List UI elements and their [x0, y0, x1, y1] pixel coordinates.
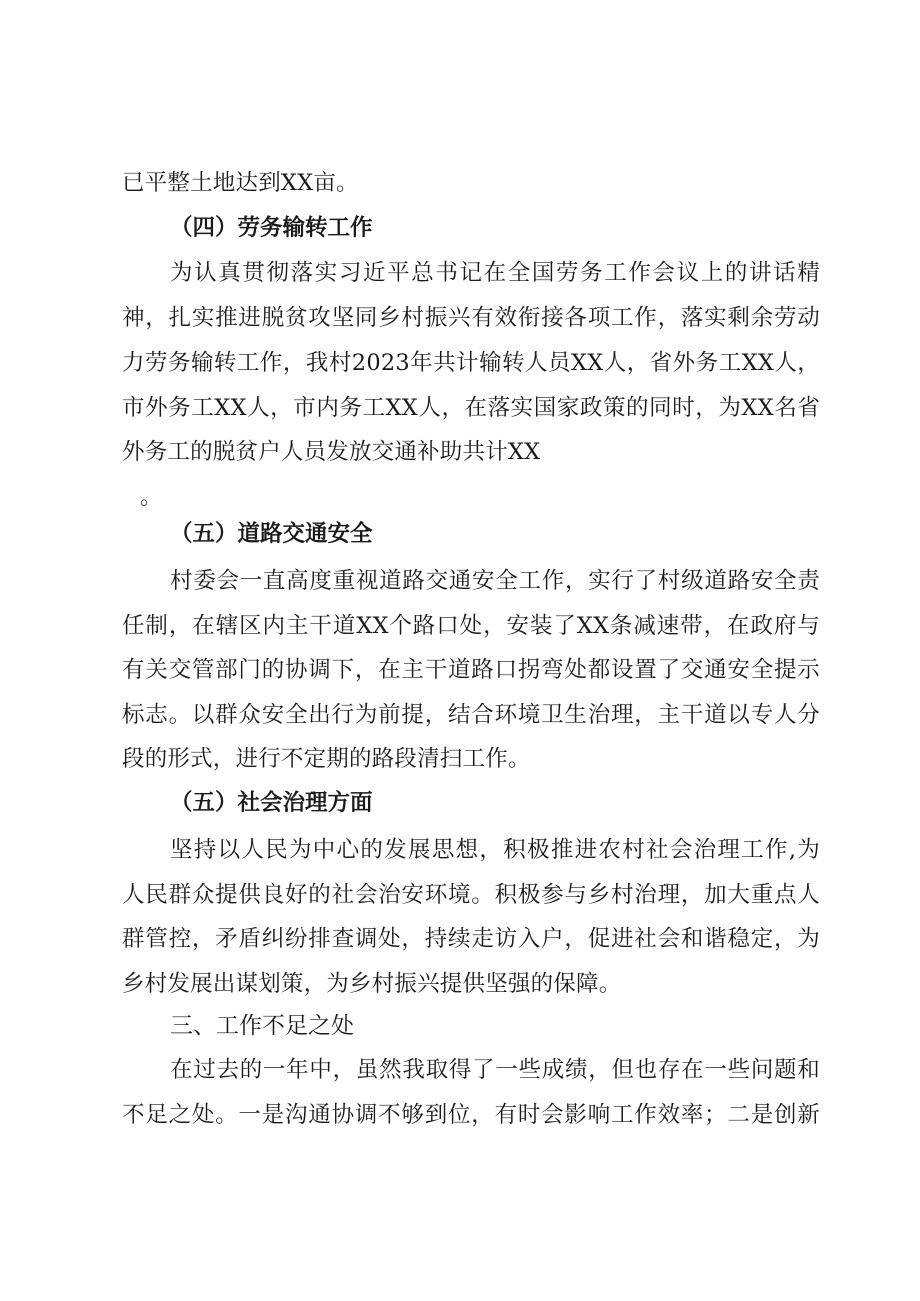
stray-period: 。 [140, 485, 163, 510]
section-4-heading: （四）劳务输转工作 [170, 215, 373, 241]
section-5b-line-2: 人民群众提供良好的社会治安环境。积极参与乡村治理，加大重点人 [122, 882, 820, 908]
section-5a-line-1: 村委会一直高度重视道路交通安全工作，实行了村级道路安全责 [170, 568, 820, 594]
section-5b-line-4: 乡村发展出谋划策，为乡村振兴提供坚强的保障。 [122, 971, 622, 997]
continuation-line: 已平整土地达到XX亩。 [122, 170, 359, 196]
section-5b-heading: （五）社会治理方面 [170, 790, 373, 816]
section-5b-line-3: 群管控，矛盾纠纷排查调处，持续走访入户，促进社会和谐稳定，为 [122, 926, 820, 952]
section-4-line-2: 神，扎实推进脱贫攻坚同乡村振兴有效衔接各项工作，落实剩余劳动 [122, 305, 820, 331]
section-5a-line-3: 有关交管部门的协调下，在主干道路口拐弯处都设置了交通安全提示 [122, 657, 820, 683]
section-5a-line-2: 任制，在辖区内主干道XX个路口处，安装了XX条减速带，在政府与 [122, 613, 820, 639]
section-4-line-5: 外务工的脱贫户人员发放交通补助共计XX [122, 439, 541, 465]
section-5b-line-1: 坚持以人民为中心的发展思想，积极推进农村社会治理工作,为 [170, 837, 820, 863]
section-4-line-4: 市外务工XX人，市内务工XX人，在落实国家政策的同时，为XX名省 [122, 395, 820, 421]
section-3-line-2: 不足之处。一是沟通协调不够到位，有时会影响工作效率；二是创新 [122, 1102, 820, 1128]
section-3-heading: 三、工作不足之处 [170, 1013, 354, 1039]
section-5a-line-5: 段的形式，进行不定期的路段清扫工作。 [122, 746, 531, 772]
section-3-line-1: 在过去的一年中，虽然我取得了一些成绩，但也存在一些问题和 [170, 1057, 820, 1083]
section-5a-heading: （五）道路交通安全 [170, 521, 373, 547]
section-4-line-1: 为认真贯彻落实习近平总书记在全国劳务工作会议上的讲话精 [170, 260, 820, 286]
section-5a-line-4: 标志。以群众安全出行为前提，结合环境卫生治理，主干道以专人分 [122, 702, 820, 728]
section-4-line-3: 力劳务输转工作，我村2023年共计输转人员XX人，省外务工XX人， [122, 350, 820, 376]
